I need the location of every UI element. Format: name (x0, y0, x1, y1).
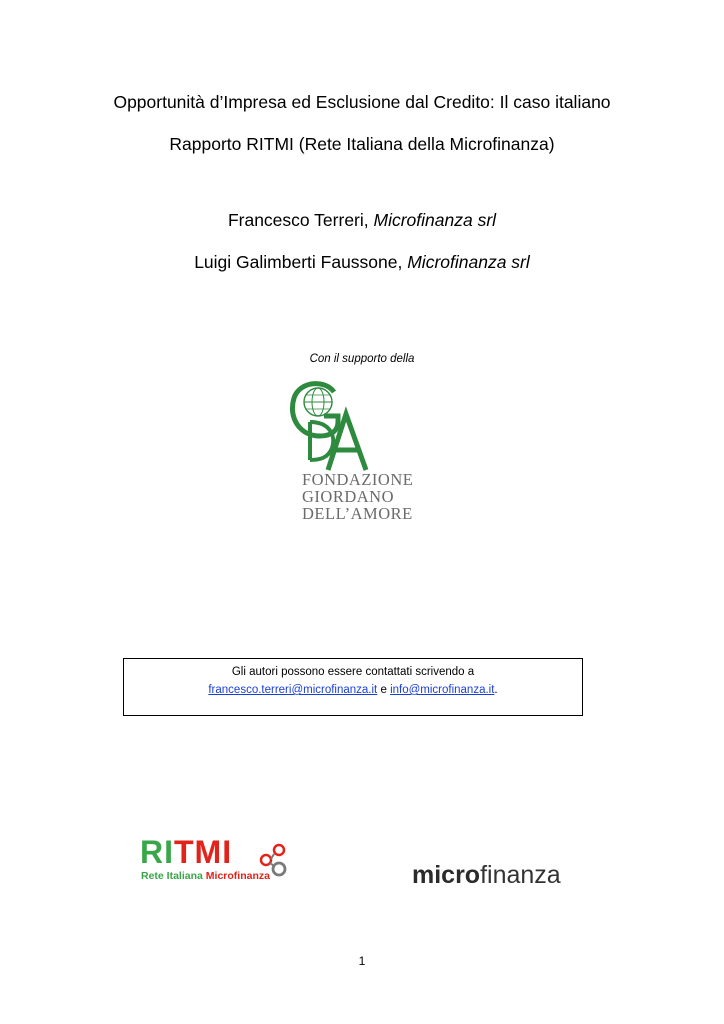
fondazione-giordano-dellamore-logo (280, 378, 440, 520)
ritmi-letter: I (164, 834, 174, 870)
ritmi-letter: I (222, 834, 233, 870)
logo-line-fondazione: FONDAZIONE (302, 470, 414, 489)
author-line (0, 210, 724, 231)
document-title: Opportunità d’Impresa ed Esclusione dal Credito: Il caso italiano (113, 92, 611, 112)
ritmi-letter: R (140, 834, 165, 870)
ritmi-letter: T (174, 834, 195, 870)
ritmi-tag-part: Microfinanza (205, 870, 270, 882)
page-number: 1 (358, 954, 366, 968)
contact-intro: Gli autori possono essere contattati scrivendo a (231, 666, 475, 678)
email-link-terreri[interactable]: francesco.terreri@microfinanza.it (208, 684, 378, 696)
author-name: Luigi Galimberti Faussone, (194, 252, 408, 272)
logo-line-dellamore: DELL’AMORE (302, 504, 413, 520)
d-letter-mark (310, 422, 333, 460)
globe-icon (304, 388, 332, 416)
ritmi-tag-part: Rete Italiana (141, 870, 206, 882)
author-name: Francesco Terreri, (227, 210, 374, 230)
author-organization: Microfinanza srl (373, 210, 497, 230)
microfinanza-logo-part: micro (412, 861, 481, 889)
ritmi-logo (140, 836, 290, 886)
author-organization: Microfinanza srl (407, 252, 530, 272)
document-subtitle: Rapporto RITMI (Rete Italiana della Microfinanza) (169, 134, 555, 154)
ritmi-letter: M (194, 834, 223, 870)
support-text: Con il supporto della (309, 353, 415, 365)
ritmi-tagline (141, 870, 270, 882)
ritmi-wordmark (140, 836, 232, 868)
g-letter-mark (292, 384, 338, 436)
contact-box (123, 658, 583, 716)
author-line (0, 252, 724, 273)
microfinanza-logo (412, 858, 582, 898)
microfinanza-logo-part: finanza (480, 861, 561, 889)
contact-end: . (494, 684, 498, 696)
contact-connector: e (377, 684, 391, 696)
contact-emails (124, 684, 582, 696)
email-link-info[interactable]: info@microfinanza.it (390, 684, 495, 696)
logo-line-giordano: GIORDANO (302, 487, 394, 506)
